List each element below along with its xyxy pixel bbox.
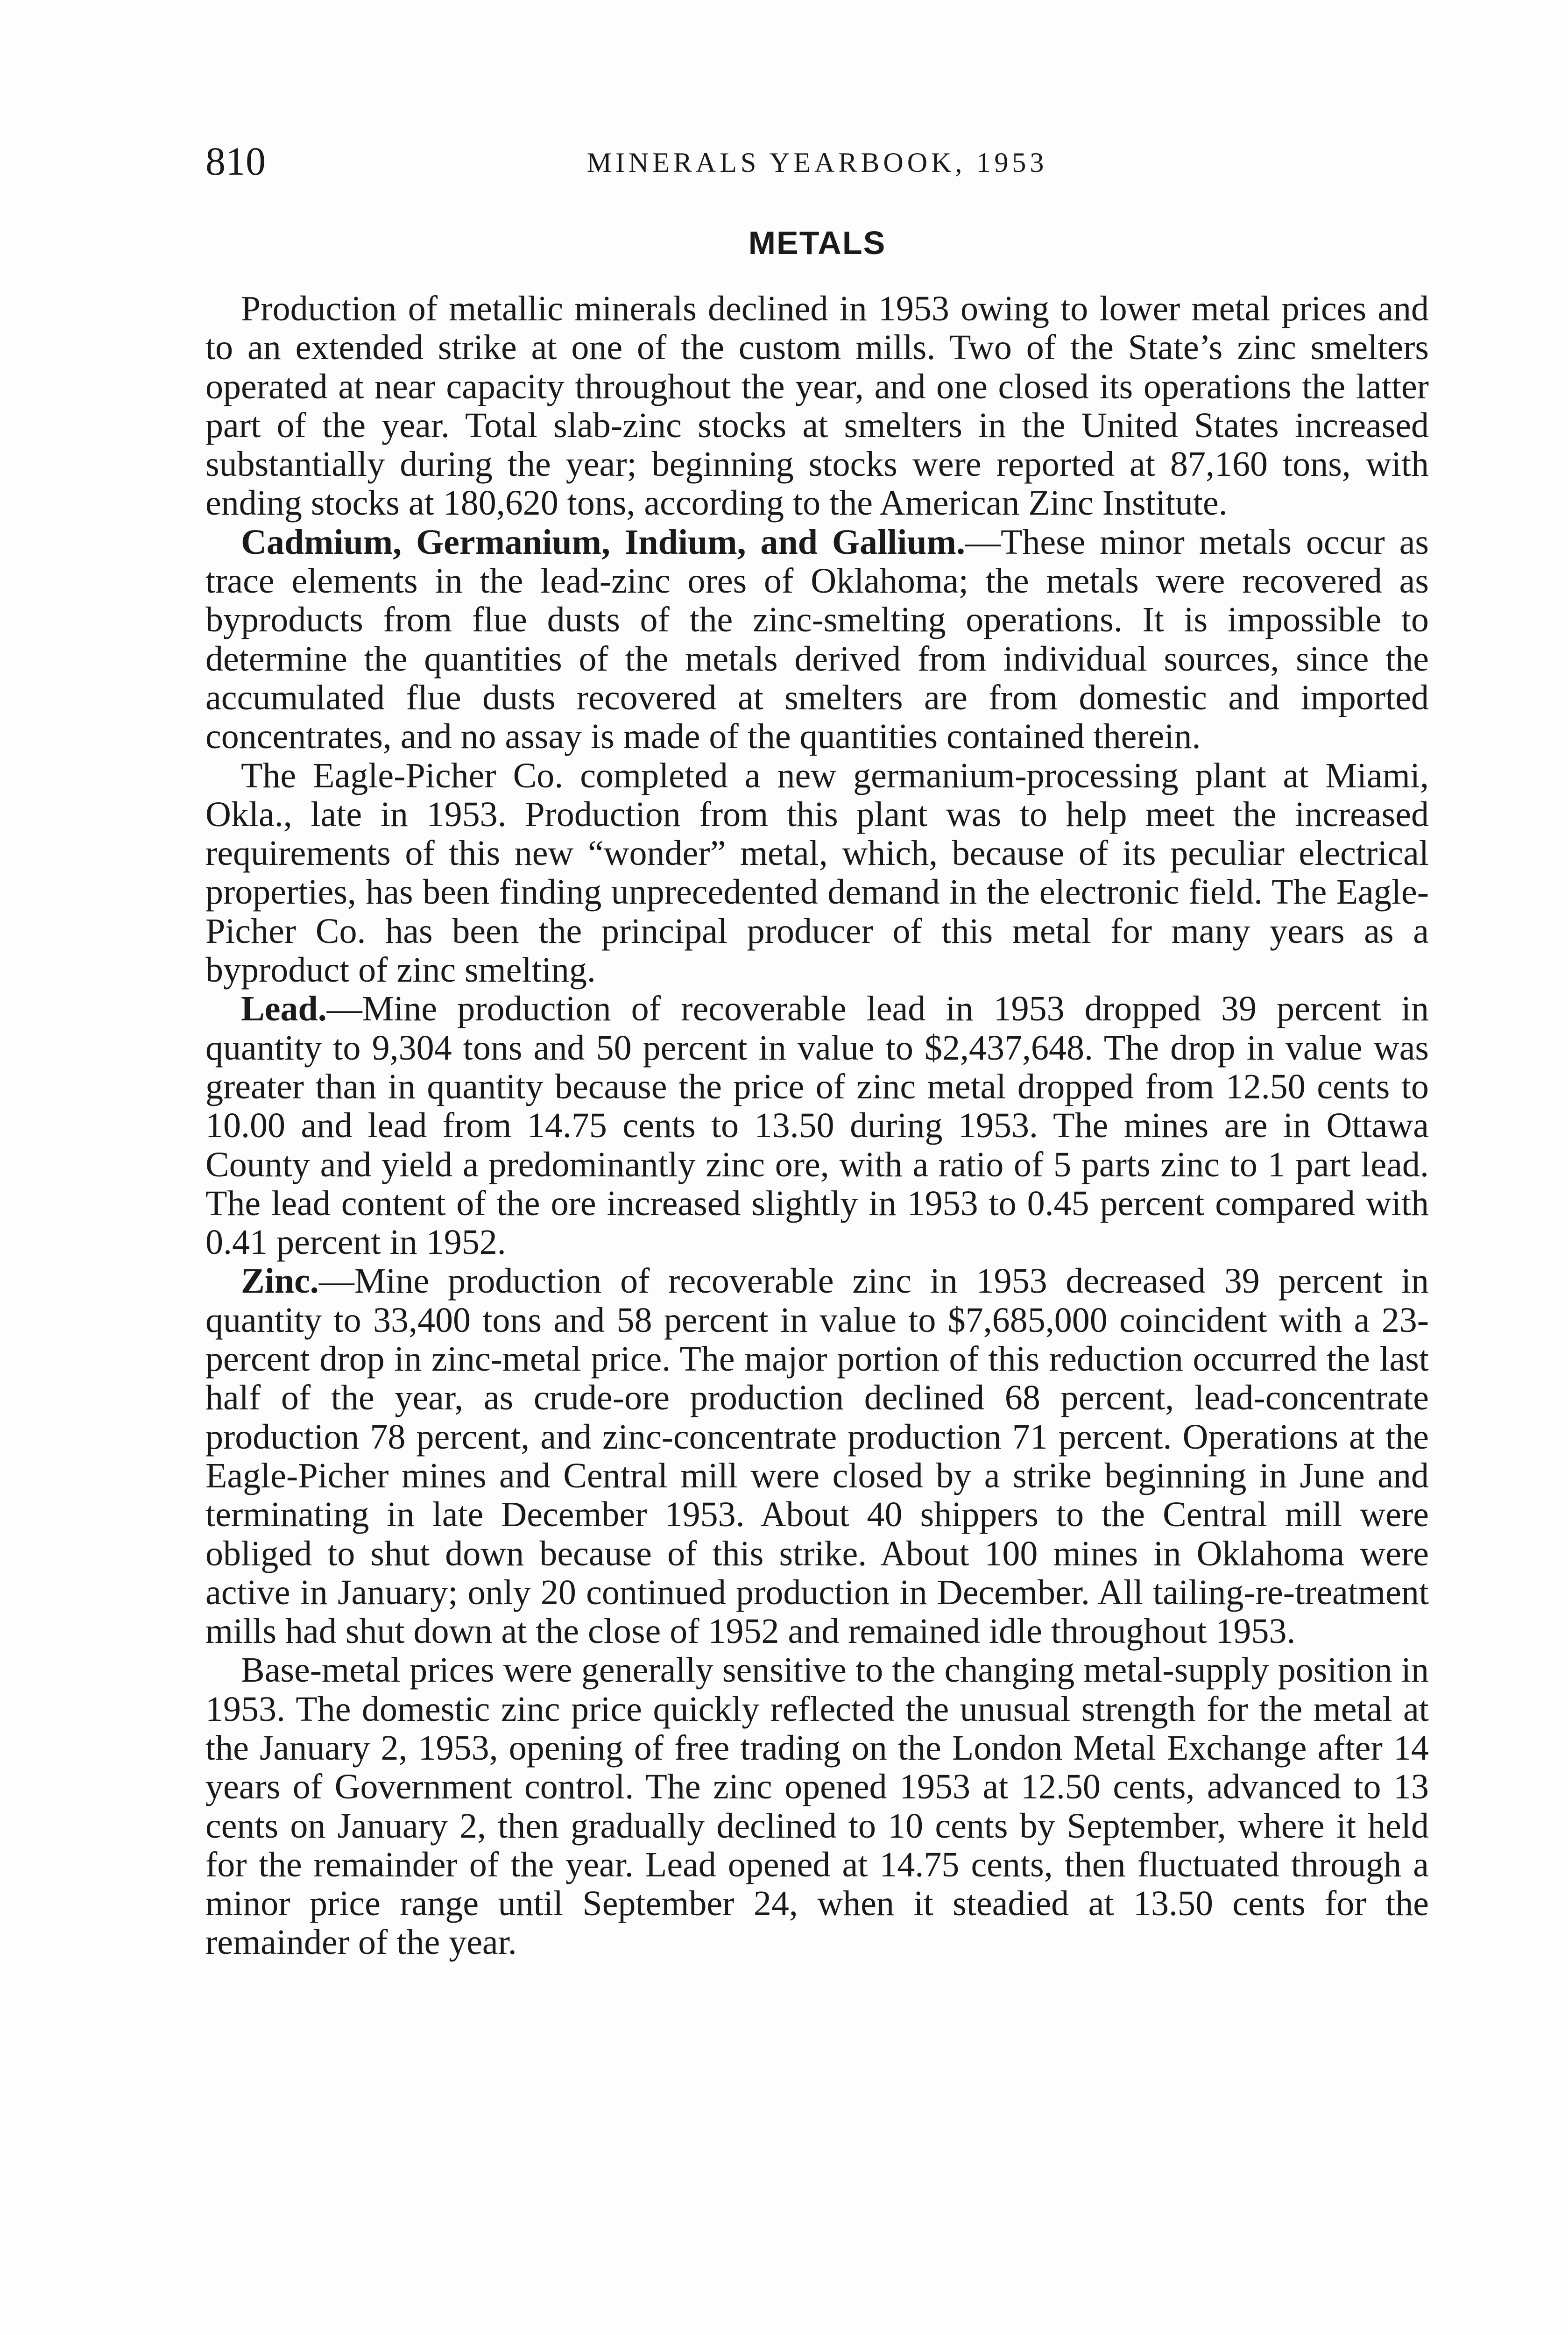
paragraph-text: Production of metallic minerals declined in 1953 owing to lower metal prices and to an extended strike at one of the custom mills. Two of the State’s zinc smelters operated at near capacity throughout the year, and one closed its operations the latter part of the year. Total slab-zinc stocks at smelters in the United States increased substantially during the year; beginning stocks were reported at 87,160 tons, with ending stocks at 180,620 tons, according to the American Zinc Institute. [205,289,1429,523]
paragraph-base-metal-prices [205,1651,1429,1962]
section-heading: METALS [748,225,886,261]
paragraph-zinc [205,1262,1429,1651]
running-head [205,135,1429,187]
paragraph-germanium-plant [205,757,1429,990]
paragraph-minor-metals [205,523,1429,757]
run-in-heading: Lead. [241,989,327,1029]
page-number: 810 [205,139,266,184]
running-title: MINERALS YEARBOOK, 1953 [586,147,1048,178]
paragraph-text: The Eagle-Picher Co. completed a new germanium-processing plant at Miami, Okla., late in 1953. Production from this plant was to help meet the increased requirements of this new “wonder” metal, which, because of its peculiar electrical properties, has been finding unprecedented demand in the electronic field. The Eagle-Picher Co. has been the principal producer of this metal for many years as a byproduct of zinc smelting. [205,756,1429,990]
paragraph-text: Base-metal prices were generally sensitive to the changing metal-supply position in 1953. The domestic zinc price quickly reflected the unusual strength for the metal at the January 2, 1953, opening of free trading on the London Metal Exchange after 14 years of Government control. The zinc opened 1953 at 12.50 cents, advanced to 13 cents on January 2, then gradually declined to 10 cents by September, where it held for the remainder of the year. Lead opened at 14.75 cents, then fluctuated through a minor price range until September 24, when it steadied at 13.50 cents for the remainder of the year. [205,1650,1429,1962]
run-in-heading: Cadmium, Germanium, Indium, and Gallium. [241,522,965,562]
body-text [205,290,1429,1962]
paragraph-lead [205,990,1429,1262]
paragraph-text: —These minor metals occur as trace elements in the lead-zinc ores of Oklahoma; the metals were recovered as byproducts from flue dusts of the zinc-smelting operations. It is impossible to determine the quantities of the metals derived from individual sources, since the accumulated flue dusts recovered at smelters are from domestic and imported concentrates, and no assay is made of the quantities contained therein. [205,522,1429,757]
paragraph-production-overview [205,290,1429,523]
run-in-heading: Zinc. [241,1261,319,1301]
paragraph-text: —Mine production of recoverable lead in 1953 dropped 39 percent in quantity to 9,304 tons and 50 percent in value to $2,437,648. The drop in value was greater than in quantity because the price of zinc metal dropped from 12.50 cents to 10.00 and lead from 14.75 cents to 13.50 during 1953. The mines are in Ottawa County and yield a predominantly zinc ore, with a ratio of 5 parts zinc to 1 part lead. The lead content of the ore increased slightly in 1953 to 0.45 percent compared with 0.41 percent in 1952. [205,989,1429,1262]
paragraph-text: —Mine production of recoverable zinc in 1953 decreased 39 percent in quantity to 33,400 tons and 58 percent in value to $7,685,000 coincident with a 23-percent drop in zinc-metal price. The major portion of this reduction occurred the last half of the year, as crude-ore production declined 68 percent, lead-concentrate production 78 percent, and zinc-concentrate production 71 percent. Operations at the Eagle-Picher mines and Central mill were closed by a strike beginning in June and terminating in late December 1953. About 40 shippers to the Central mill were obliged to shut down because of this strike. About 100 mines in Oklahoma were active in January; only 20 continued production in December. All tailing-re-treatment mills had shut down at the close of 1952 and remained idle throughout 1953. [205,1261,1429,1651]
